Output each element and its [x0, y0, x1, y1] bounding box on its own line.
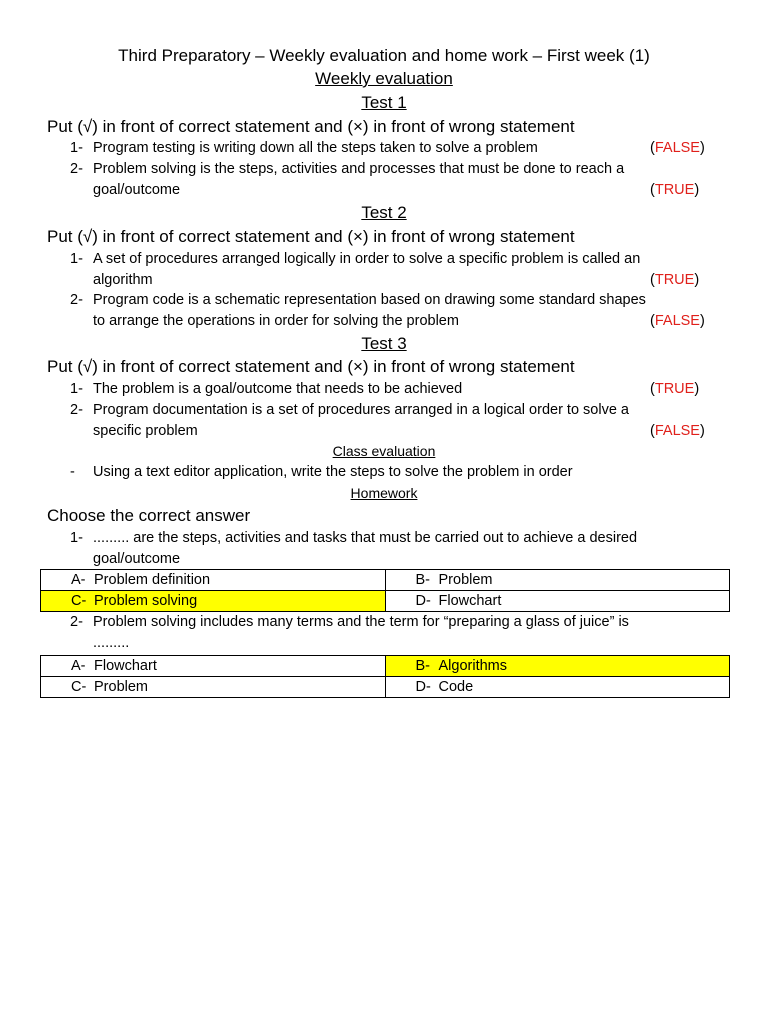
item-text-line-2: goal/outcome	[93, 182, 181, 198]
question-1-options-table	[40, 569, 730, 612]
test-3-instruction: Put (√) in front of correct statement and (×) in front of wrong statement	[47, 357, 575, 376]
item-text-line-2: algorithm	[93, 272, 153, 288]
item-text: The problem is a goal/outcome that needs to be achieved	[93, 381, 463, 397]
item-text-line-2: to arrange the operations in order for solving the problem	[93, 313, 459, 329]
class-evaluation-heading: Class evaluation	[332, 443, 436, 459]
item-number: 1-	[70, 251, 83, 267]
answer-value: FALSE	[654, 313, 700, 329]
test-3-item-2-answer: (FALSE)	[650, 423, 705, 439]
question-text-line-1: ......... are the steps, activities and tasks that must be carried out to achieve a desired	[93, 530, 638, 546]
item-text-line-1: Problem solving is the steps, activities and processes that must be done to reach a	[93, 161, 625, 177]
weekly-evaluation-heading: Weekly evaluation	[315, 69, 453, 88]
test-2-instruction: Put (√) in front of correct statement and (×) in front of wrong statement	[47, 227, 575, 246]
question-number: 2-	[70, 614, 83, 630]
document-title: Third Preparatory – Weekly evaluation and home work – First week (1)	[118, 46, 650, 65]
homework-instruction: Choose the correct answer	[47, 506, 251, 525]
options-row	[41, 656, 730, 677]
bullet: -	[70, 464, 75, 480]
question-2-options-table	[40, 655, 730, 698]
test-1-instruction: Put (√) in front of correct statement and (×) in front of wrong statement	[47, 117, 575, 136]
test-1-item-2-answer: (TRUE)	[650, 182, 700, 198]
test-2-item-2-answer: (FALSE)	[650, 313, 705, 329]
test-1-heading: Test 1	[361, 93, 407, 112]
answer-value: TRUE	[654, 182, 695, 198]
option-d: D- Code	[385, 677, 730, 698]
item-text-line-2: specific problem	[93, 423, 198, 439]
answer-value: FALSE	[654, 423, 700, 439]
option-a: A- Problem definition	[41, 570, 386, 591]
item-text: Program testing is writing down all the steps taken to solve a problem	[93, 140, 538, 156]
class-evaluation-text: Using a text editor application, write the steps to solve the problem in order	[93, 464, 573, 480]
item-text-line-1: Program code is a schematic representation based on drawing some standard shapes	[93, 292, 646, 308]
item-number: 2-	[70, 161, 83, 177]
question-text-line-1: Problem solving includes many terms and the term for “preparing a glass of juice” is	[93, 614, 629, 630]
option-d: D- Flowchart	[385, 591, 730, 612]
test-1-item-1-answer: (FALSE)	[650, 140, 705, 156]
option-c-highlighted: C- Problem solving	[41, 591, 386, 612]
item-number: 2-	[70, 292, 83, 308]
test-3-item-1-answer: (TRUE)	[650, 381, 700, 397]
question-text-line-2: .........	[93, 635, 130, 651]
options-row	[41, 570, 730, 591]
item-number: 2-	[70, 402, 83, 418]
answer-value: TRUE	[654, 381, 695, 397]
item-text-line-1: Program documentation is a set of procedures arranged in a logical order to solve a	[93, 402, 629, 418]
answer-value: FALSE	[654, 140, 700, 156]
item-number: 1-	[70, 381, 83, 397]
question-text-line-2: goal/outcome	[93, 551, 181, 567]
homework-heading: Homework	[350, 485, 418, 501]
options-row	[41, 677, 730, 698]
item-number: 1-	[70, 140, 83, 156]
question-number: 1-	[70, 530, 83, 546]
answer-value: TRUE	[654, 272, 695, 288]
item-text-line-1: A set of procedures arranged logically in order to solve a specific problem is called an	[93, 251, 641, 267]
test-3-heading: Test 3	[361, 334, 407, 353]
option-b: B- Problem	[385, 570, 730, 591]
option-c: C- Problem	[41, 677, 386, 698]
option-b-highlighted: B- Algorithms	[385, 656, 730, 677]
option-a: A- Flowchart	[41, 656, 386, 677]
options-row	[41, 591, 730, 612]
test-2-heading: Test 2	[361, 203, 407, 222]
test-2-item-1-answer: (TRUE)	[650, 272, 700, 288]
